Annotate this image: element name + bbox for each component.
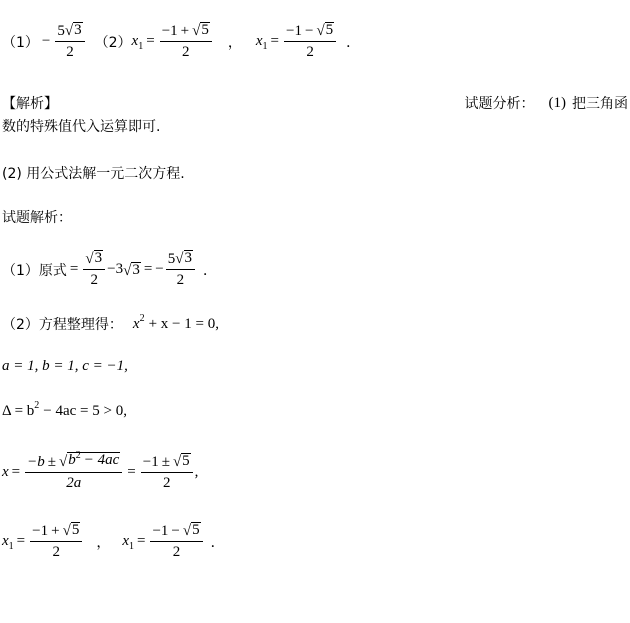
- minus-sign: −: [41, 33, 51, 49]
- fraction-neg1-pm-sqrt5-over-2: −1 ± √ 5 2: [141, 453, 193, 492]
- fraction-sqrt3-over-2: √ 3 2: [83, 250, 105, 289]
- answer-part1-label: （1）: [2, 34, 39, 51]
- answer-line: （1） − 5 √ 3 2 （2） x 1 = −1 + √ 5 2 ， x 1 = −1 − √ 5 2 ．: [2, 22, 361, 60]
- fraction-root2: −1 − √ 5 2: [150, 522, 202, 561]
- fraction-quadratic: −b ± √ $b^2 - 4ac$ 2a: [25, 452, 122, 492]
- answer-part2-label: （2）: [94, 34, 132, 51]
- fraction-neg1-minus-sqrt5-over-2: −1 − √ 5 2: [284, 22, 336, 61]
- fraction-root1: −1 + √ 5 2: [30, 522, 82, 561]
- fraction-neg1-plus-sqrt5-over-2: −1 + √ 5 2: [160, 22, 212, 61]
- solution-step1: （1）原式 = √ 3 2 − 3 √ 3 = − 5 √ 3 2 ．: [2, 250, 217, 288]
- quadratic-formula: x = −b ± √ $b^2 - 4ac$ 2a = −1 ± √ 5 2 ,: [2, 450, 199, 491]
- analysis-heading: 【解析】 试题分析： (1) 把三角函: [2, 94, 628, 112]
- final-roots: x 1 = −1 + √ 5 2 ， x 1 = −1 − √ 5 2 ．: [2, 522, 225, 560]
- analysis-line2: 数的特殊值代入运算即可.: [2, 119, 161, 135]
- fraction-5sqrt3-over-2-step1: 5 √ 3 2: [166, 250, 195, 289]
- fraction-5sqrt3-over-2: 5 √ 3 2: [55, 22, 84, 61]
- solution-heading: 试题解析：: [2, 210, 72, 226]
- coefficients: a = 1, b = 1, c = −1,: [2, 358, 128, 374]
- solution-step2: （2）方程整理得： x 2 + x − 1 = 0,: [2, 312, 219, 333]
- analysis-part2: (2) 用公式法解一元二次方程.: [2, 166, 185, 182]
- discriminant: Δ = b 2 − 4ac = 5 > 0,: [2, 400, 127, 419]
